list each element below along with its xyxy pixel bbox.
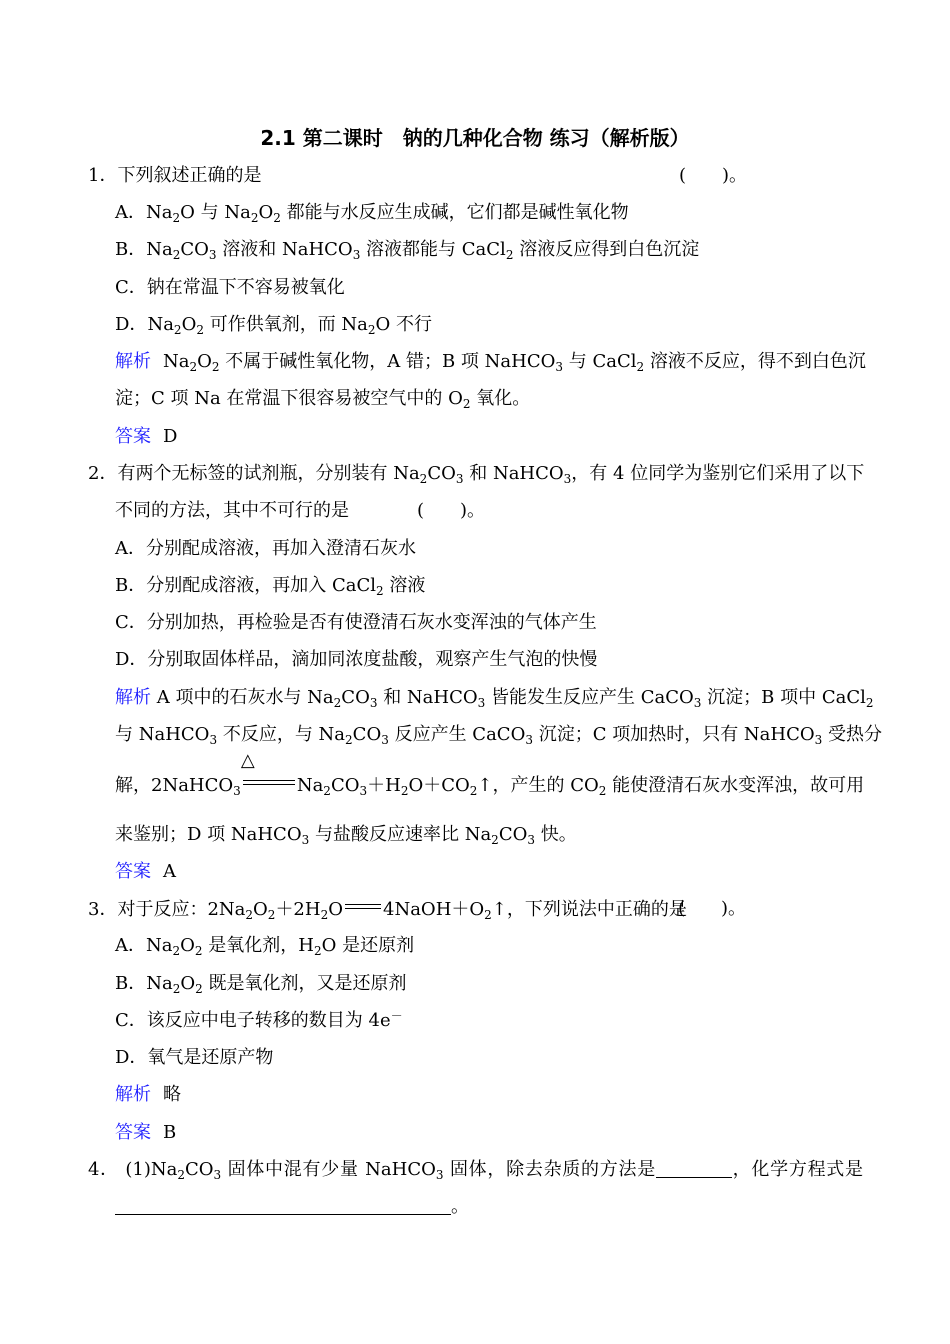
q3-answer-paren: ( )。 <box>678 898 747 919</box>
equals-sign <box>343 897 383 917</box>
q2-stem-line2: 不同的方法，其中不可行的是 <box>115 500 349 521</box>
q1-option-c: C．钠在常温下不容易被氧化 <box>115 277 345 298</box>
q3-option-c: C．该反应中电子转移的数目为 4e－ <box>115 1009 403 1031</box>
q1-answer: 答案 D <box>115 426 178 447</box>
q2-stem-line1: 2．有两个无标签的试剂瓶，分别装有 $Na_2CO_3$ 和 NaHCO$_3$，有 4 位同学为鉴别它们采用了以下 <box>88 463 865 486</box>
fill-blank-equation[interactable] <box>115 1196 451 1215</box>
q2-option-a: A．分别配成溶液，再加入澄清石灰水 <box>115 538 416 559</box>
q1-option-b: B．$Na_2CO_3$ 溶液和 NaHCO$_3$ 溶液都能与 CaCl$_2$ 溶液反应得到白色沉淀 <box>115 239 700 262</box>
q2-answer-paren: ( )。 <box>417 500 486 521</box>
analysis-label: 解析 <box>115 687 151 708</box>
q2-option-b: B．分别配成溶液，再加入 CaCl$_2$ 溶液 <box>115 575 426 598</box>
q2-analysis-line1: 解析 A 项中的石灰水与 $Na_2CO_3$ 和 NaHCO$_3$ 皆能发生反应产生 CaCO$_3$ 沉淀；B 项中 CaCl$_2$ <box>115 687 874 710</box>
analysis-label: 解析 <box>115 1084 151 1105</box>
q2-option-c: C．分别加热，再检验是否有使澄清石灰水变浑浊的气体产生 <box>115 612 597 633</box>
q4-line2: 。 <box>115 1195 469 1219</box>
q3-analysis: 解析 略 <box>115 1084 181 1105</box>
q1-analysis-line1: 解析 $Na_2O_2$ 不属于碱性氧化物，A 错；B 项 NaHCO$_3$ 与 CaCl$_2$ 溶液不反应，得不到白色沉 <box>115 351 866 374</box>
answer-label: 答案 <box>115 1122 151 1143</box>
q2-option-d: D．分别取固体样品，滴加同浓度盐酸，观察产生气泡的快慢 <box>115 649 598 670</box>
q3-stem: 3．对于反应：$2Na_2O_2+2H_2O$ $4NaOH+O_2↑$，下列说法中正确的是 <box>88 899 687 922</box>
q1-option-a: A．$Na_2O$ 与 $Na_2O_2$ 都能与水反应生成碱，它们都是碱性氧化物 <box>115 202 629 225</box>
analysis-label: 解析 <box>115 351 151 372</box>
q1-option-d: D．$Na_2O_2$ 可作供氧剂，而 $Na_2O$ 不行 <box>115 314 433 337</box>
q4-stem: 4． $(1)Na_2CO_3$ 固体中混有少量 NaHCO$_3$ 固体，除去杂质的方法是 ，化学方程式是 <box>88 1159 864 1182</box>
q3-option-d: D．氧气是还原产物 <box>115 1047 274 1068</box>
q2-answer: 答案 A <box>115 861 176 882</box>
q2-analysis-line4: 来鉴别；D 项 NaHCO$_3$ 与盐酸反应速率比 $Na_2CO_3$ 快。 <box>115 824 577 847</box>
heating-condition-sign: △ <box>241 773 297 793</box>
page-title: 2.1 第二课时 钠的几种化合物 练习（解析版） <box>260 126 690 150</box>
answer-label: 答案 <box>115 426 151 447</box>
q3-answer: 答案 B <box>115 1122 177 1143</box>
q1-stem: 1．下列叙述正确的是 <box>88 165 262 186</box>
q3-option-b: B．$Na_2O_2$ 既是氧化剂，又是还原剂 <box>115 973 407 996</box>
q2-analysis-line2: 与 NaHCO$_3$ 不反应，与 $Na_2CO_3$ 反应产生 CaCO$_3$ 沉淀；C 项加热时，只有 NaHCO$_3$ 受热分 <box>115 724 883 747</box>
q2-analysis-line3: 解，2NaHCO$_3$ △ $Na_2CO_3+H_2O+CO_2↑$，产生的 $CO_2$ 能使澄清石灰水变浑浊，故可用 <box>115 750 865 798</box>
q3-option-a: A．$Na_2O_2$ 是氧化剂，$H_2O$ 是还原剂 <box>115 935 415 958</box>
q1-analysis-line2: 淀；C 项 Na 在常温下很容易被空气中的 $O_2$ 氧化。 <box>115 388 531 411</box>
fill-blank-method[interactable] <box>656 1159 732 1178</box>
q1-answer-paren: ( )。 <box>679 165 748 186</box>
answer-label: 答案 <box>115 861 151 882</box>
